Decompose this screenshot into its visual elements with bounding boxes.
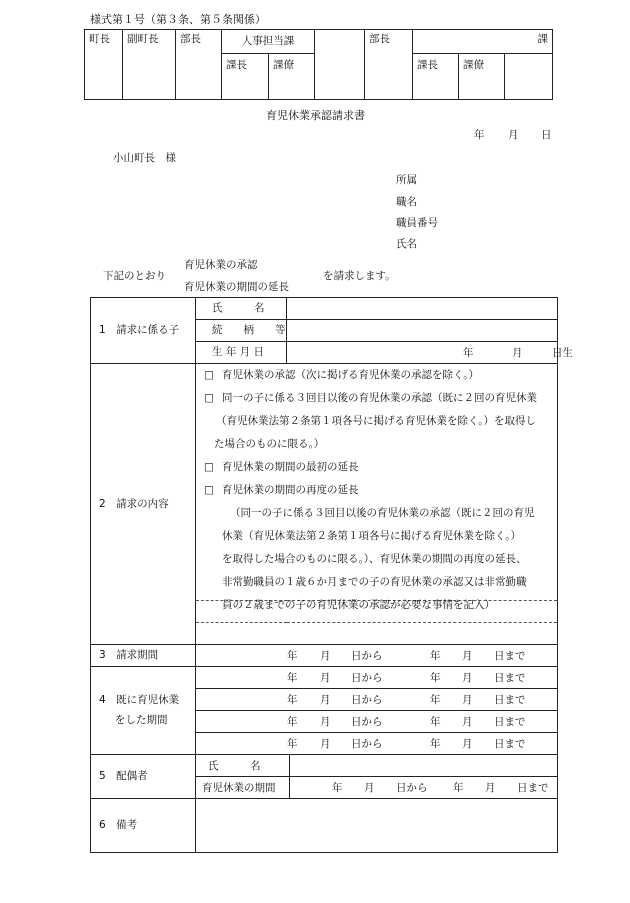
period-from: 日から: [351, 650, 383, 662]
child-relation-value[interactable]: [287, 320, 558, 342]
period-month: 月: [320, 650, 331, 662]
section4-label-cell: [91, 667, 196, 755]
spouse-divider2: [289, 777, 290, 799]
period-year2: 年: [430, 650, 441, 662]
section1-label: 1 請求に係る子: [99, 324, 180, 337]
spouse-from: 日から: [396, 782, 428, 794]
spouse-to: 日まで: [517, 782, 549, 794]
stamp-hr-staff-label: 課僚: [273, 59, 294, 72]
date-day: 日: [541, 129, 552, 141]
child-relation-label-cell: [196, 320, 287, 342]
birth-year: 年: [463, 347, 474, 359]
date-month: 月: [508, 129, 519, 141]
stamp-vice-mayor: [123, 30, 176, 100]
section3-label-cell: [91, 645, 196, 667]
past-year: 年: [287, 694, 298, 706]
opt2-text-l3: た場合のものに限る。）: [214, 438, 325, 450]
stamp-mayor: [85, 30, 123, 100]
section1-label-cell: [91, 298, 196, 364]
past-month: 月: [320, 738, 331, 750]
period-year: 年: [287, 650, 298, 662]
past-year: 年: [287, 716, 298, 728]
past-period-row[interactable]: [196, 689, 558, 711]
request-prefix: 下記のとおり: [103, 270, 166, 282]
stamp-sec-chief-label: 課長: [417, 59, 438, 72]
opt4-checkbox[interactable]: □: [204, 484, 214, 496]
stamp-hr-section-label: 人事担当課: [241, 35, 295, 48]
past-month2: 月: [462, 716, 473, 728]
past-year2: 年: [430, 694, 441, 706]
section2-content: [196, 364, 558, 611]
section5-label-cell: [91, 755, 196, 799]
note-l4: 非常勤職員の１歳６か月までの子の育児休業の承認又は非常勤職: [222, 576, 527, 588]
opt3-text: 育児休業の期間の最初の延長: [222, 461, 359, 473]
opt2-text-l2: （育児休業法第２条第１項各号に掲げる育児休業を除く。）を取得し: [216, 415, 537, 427]
child-name-label: 氏 名: [212, 302, 265, 315]
section6-label: 6 備考: [99, 819, 138, 832]
opt3-checkbox[interactable]: □: [204, 461, 214, 473]
addressee: 小山町長 様: [113, 152, 176, 164]
past-year2: 年: [430, 738, 441, 750]
section3-label: 3 請求期間: [99, 649, 159, 662]
remarks-field[interactable]: [196, 799, 558, 853]
child-name-value[interactable]: [287, 298, 558, 320]
spouse-period-row[interactable]: [196, 777, 558, 799]
approval-stamp-table: [84, 29, 553, 100]
past-from: 日から: [351, 716, 383, 728]
past-month: 月: [320, 694, 331, 706]
request-option1: 育児休業の承認: [184, 259, 258, 271]
stamp-director2-label: 部長: [369, 33, 390, 45]
past-to: 日まで: [494, 694, 526, 706]
request-suffix: を請求します。: [323, 270, 396, 282]
birth-month: 月: [512, 347, 523, 359]
past-to: 日まで: [494, 672, 526, 684]
stamp-section: [413, 30, 553, 54]
spouse-month2: 月: [485, 782, 496, 794]
past-year: 年: [287, 672, 298, 684]
section2-write-line2[interactable]: [196, 623, 558, 645]
stamp-director1: [176, 30, 222, 100]
past-month2: 月: [462, 694, 473, 706]
section2-label: 2 請求の内容: [99, 497, 169, 510]
opt1-checkbox[interactable]: □: [204, 369, 214, 381]
spouse-divider: [289, 755, 290, 777]
applicant-position: 職名: [396, 196, 417, 208]
past-month2: 月: [462, 672, 473, 684]
stamp-hr-chief-label: 課長: [226, 59, 247, 72]
past-from: 日から: [351, 672, 383, 684]
period-month2: 月: [462, 650, 473, 662]
past-year2: 年: [430, 716, 441, 728]
stamp-hr-chief: [222, 54, 269, 100]
stamp-vice-mayor-label: 副町長: [127, 33, 159, 45]
past-year2: 年: [430, 672, 441, 684]
past-year: 年: [287, 738, 298, 750]
past-period-row[interactable]: [196, 711, 558, 733]
past-month: 月: [320, 716, 331, 728]
period-to: 日まで: [494, 650, 526, 662]
past-from: 日から: [351, 738, 383, 750]
stamp-blank: [315, 30, 365, 100]
spouse-year: 年: [332, 782, 343, 794]
section4-label-l2: をした期間: [115, 713, 168, 726]
applicant-employee-no: 職員番号: [396, 217, 438, 229]
stamp-sec-chief: [413, 54, 459, 100]
applicant-affiliation: 所属: [396, 174, 417, 186]
stamp-director1-label: 部長: [180, 33, 201, 45]
note-l1: （同一の子に係る３回目以後の育児休業の承認（既に２回の育児: [230, 507, 535, 519]
birth-day: 日生: [552, 347, 573, 359]
spouse-year2: 年: [453, 782, 464, 794]
opt1-text: 育児休業の承認（次に掲げる育児休業の承認を除く。）: [222, 369, 480, 381]
request-table: [90, 297, 573, 853]
section2-label-cell: [91, 364, 196, 645]
stamp-mayor-label: 町長: [89, 33, 110, 45]
section4-label-l1: 4 既に育児休業: [99, 693, 180, 706]
child-relation-label: 続 柄 等: [212, 324, 286, 337]
opt4-text: 育児休業の期間の再度の延長: [222, 484, 359, 496]
section5-label: 5 配偶者: [99, 770, 148, 783]
section6-label-cell: [91, 799, 196, 853]
child-birth-value[interactable]: [287, 342, 573, 364]
opt2-text-l1: 同一の子に係る３回目以後の育児休業の承認（既に２回の育児休業: [222, 392, 537, 404]
form-label: 様式第１号（第３条、第５条関係）: [90, 13, 266, 26]
stamp-sec-staff-label: 課僚: [463, 59, 484, 72]
spouse-period-label: 育児休業の期間: [202, 782, 276, 794]
applicant-name: 氏名: [396, 238, 417, 250]
past-period-row[interactable]: [196, 733, 558, 755]
spouse-month: 月: [364, 782, 375, 794]
past-month2: 月: [462, 738, 473, 750]
child-birth-label: 生 年 月 日: [212, 346, 265, 359]
request-period-row[interactable]: [196, 645, 558, 667]
doc-title: 育児休業承認請求書: [266, 109, 365, 122]
note-l3: を取得した場合のものに限る。）、育児休業の期間の再度の延長、: [222, 553, 527, 565]
spouse-name-label: 氏 名: [208, 760, 261, 772]
date-year: 年: [474, 129, 485, 141]
stamp-hr-section: [222, 30, 315, 54]
past-to: 日まで: [494, 716, 526, 728]
stamp-sec-extra: [505, 54, 553, 100]
past-from: 日から: [351, 694, 383, 706]
note-l2: 休業（育児休業法第２条第１項各号に掲げる育児休業を除く。）: [222, 530, 522, 542]
stamp-section-suffix: 課: [537, 33, 549, 45]
request-option2: 育児休業の期間の延長: [184, 281, 289, 293]
past-period-row[interactable]: [196, 667, 558, 689]
stamp-hr-staff: [269, 54, 315, 100]
stamp-sec-staff: [459, 54, 505, 100]
child-name-label-cell: [196, 298, 287, 320]
past-month: 月: [320, 672, 331, 684]
stamp-director2: [365, 30, 413, 100]
child-birth-label-cell: [196, 342, 287, 364]
spouse-name-row[interactable]: [196, 755, 558, 777]
past-to: 日まで: [494, 738, 526, 750]
opt2-checkbox[interactable]: □: [204, 392, 214, 404]
note-l5: 員の２歳までの子の育児休業の承認が必要な事情を記入）: [222, 599, 495, 611]
